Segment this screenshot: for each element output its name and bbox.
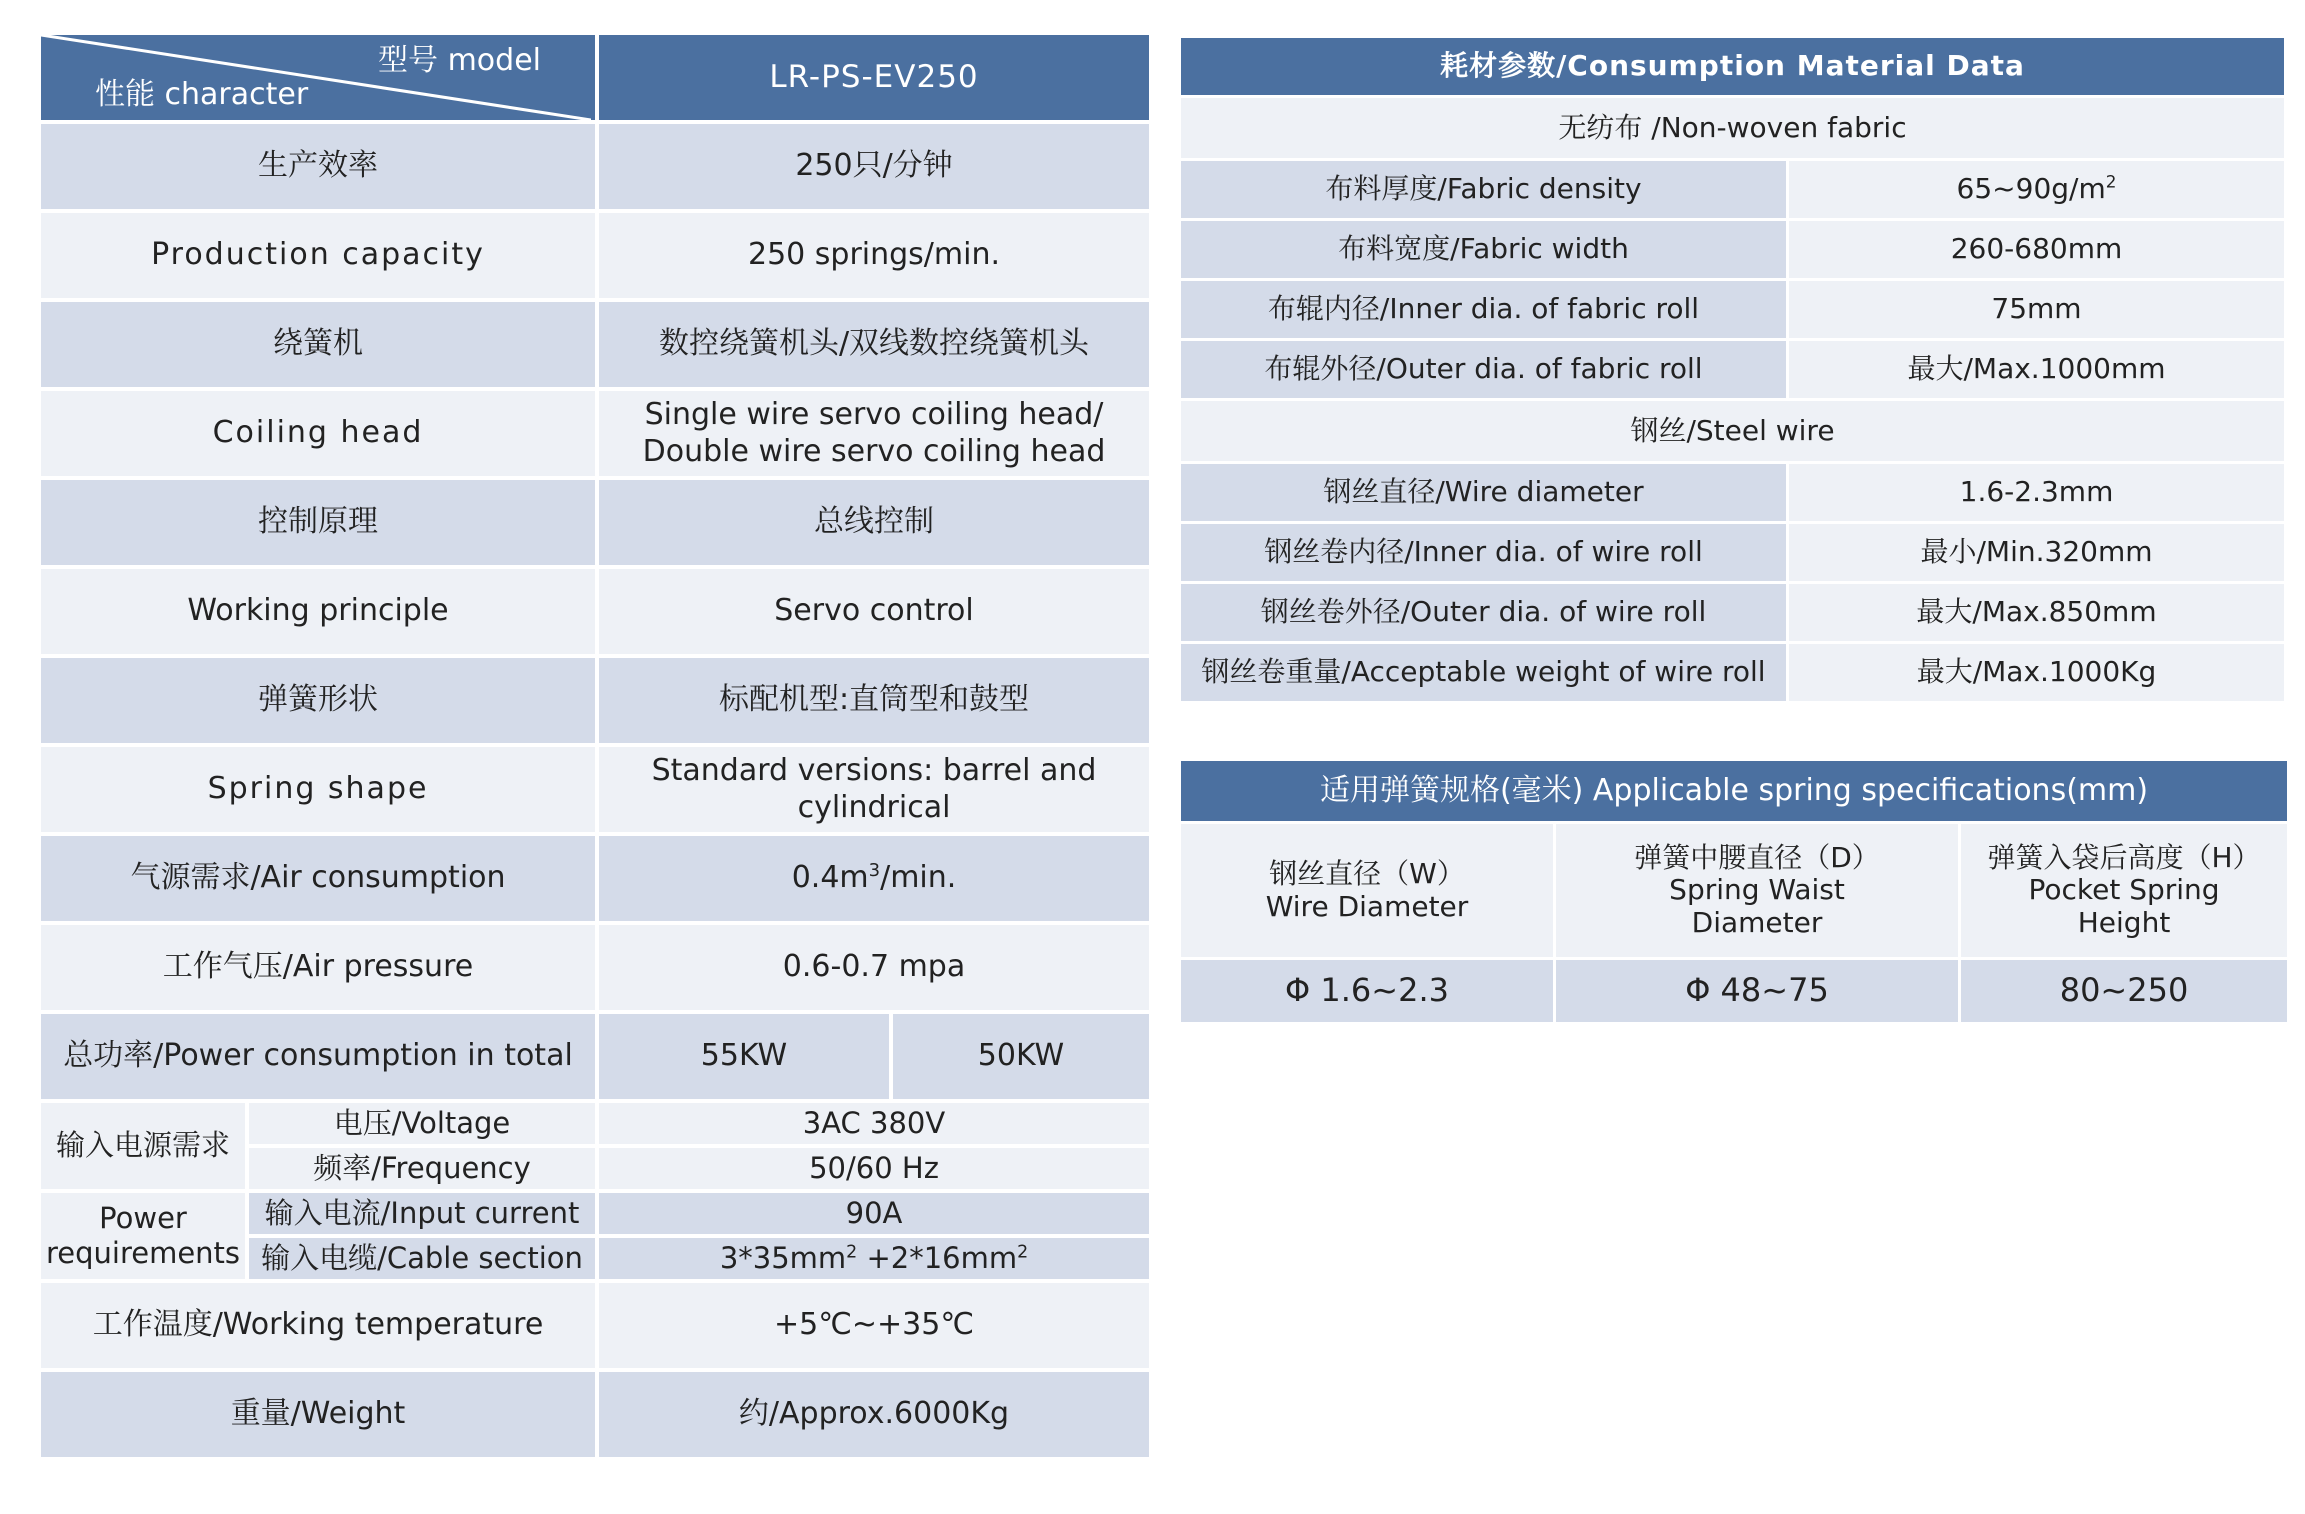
input-current-label: 输入电流/Input current <box>249 1193 595 1234</box>
model-label: 型号 model <box>378 43 541 78</box>
spec-value: Servo control <box>599 569 1149 654</box>
cable-section-value: $3*35mm^2 +2*16mm^2$ <box>599 1238 1149 1279</box>
consumption-value: 260-680mm <box>1789 221 2284 278</box>
consumption-label: 布辊内径/Inner dia. of fabric roll <box>1181 281 1786 338</box>
consumption-label: 钢丝直径/Wire diameter <box>1181 464 1786 521</box>
spec-label: Working principle <box>41 569 595 654</box>
consumption-value: 最大/Max.850mm <box>1789 584 2284 641</box>
power-total-value-2: 50KW <box>893 1014 1149 1099</box>
consumption-table <box>1178 35 2287 704</box>
consumption-label: 布料厚度/Fabric density <box>1181 161 1786 218</box>
power-total-value-1: 55KW <box>599 1014 889 1099</box>
spec-label: 弹簧形状 <box>41 658 595 743</box>
consumption-value: 最小/Min.320mm <box>1789 524 2284 581</box>
spec-value: 数控绕簧机头/双线数控绕簧机头 <box>599 302 1149 387</box>
consumption-label: 布辊外径/Outer dia. of fabric roll <box>1181 341 1786 398</box>
air-pressure-label: 工作气压/Air pressure <box>41 925 595 1010</box>
spec-label: Production capacity <box>41 213 595 298</box>
power-group-label-cn: 输入电源需求 <box>41 1103 245 1189</box>
consumption-value: $65\sim 90g/m^2$ <box>1789 161 2284 218</box>
consumption-value: 1.6-2.3mm <box>1789 464 2284 521</box>
consumption-label: 钢丝卷重量/Acceptable weight of wire roll <box>1181 644 1786 701</box>
consumption-value: 最大/Max.1000mm <box>1789 341 2284 398</box>
spec-label: 控制原理 <box>41 480 595 565</box>
spec-value: 250 springs/min. <box>599 213 1149 298</box>
consumption-label: 布料宽度/Fabric width <box>1181 221 1786 278</box>
model-header-cell <box>41 35 595 120</box>
cable-section-label: 输入电缆/Cable section <box>249 1238 595 1279</box>
character-label: 性能 character <box>95 77 309 113</box>
power-group-label-en: Power requirements <box>41 1193 245 1279</box>
consumption-label: 钢丝卷外径/Outer dia. of wire roll <box>1181 584 1786 641</box>
spec-label: 绕簧机 <box>41 302 595 387</box>
spring-value-pocket-height: 80~250 <box>1961 960 2287 1022</box>
working-temperature-label: 工作温度/Working temperature <box>41 1283 595 1368</box>
spring-value-waist-diameter: Φ 48~75 <box>1556 960 1958 1022</box>
consumption-value: 75mm <box>1789 281 2284 338</box>
consumption-title: 耗材参数/Consumption Material Data <box>1181 38 2284 95</box>
spec-table <box>37 31 1153 1461</box>
consumption-value: 最大/Max.1000Kg <box>1789 644 2284 701</box>
frequency-value: 50/60 Hz <box>599 1148 1149 1189</box>
working-temperature-value: +5℃~+35℃ <box>599 1283 1149 1368</box>
spring-column-header-waist-diameter: 弹簧中腰直径（D） Spring Waist Diameter <box>1556 824 1958 957</box>
spec-label: 生产效率 <box>41 124 595 209</box>
spec-label: Coiling head <box>41 391 595 476</box>
air-pressure-value: 0.6-0.7 mpa <box>599 925 1149 1010</box>
spec-value: 总线控制 <box>599 480 1149 565</box>
nonwoven-section-heading: 无纺布 /Non-woven fabric <box>1181 98 2284 158</box>
voltage-label: 电压/Voltage <box>249 1103 595 1144</box>
input-current-value: 90A <box>599 1193 1149 1234</box>
spec-value: 标配机型:直筒型和鼓型 <box>599 658 1149 743</box>
air-consumption-value: $0.4m^3/\min$. <box>599 836 1149 921</box>
air-consumption-label: 气源需求/Air consumption <box>41 836 595 921</box>
frequency-label: 频率/Frequency <box>249 1148 595 1189</box>
weight-value: 约/Approx.6000Kg <box>599 1372 1149 1457</box>
power-total-label: 总功率/Power consumption in total <box>41 1014 595 1099</box>
spring-spec-title: 适用弹簧规格(毫米) Applicable spring specifications(mm) <box>1181 761 2287 821</box>
steel-section-heading: 钢丝/Steel wire <box>1181 401 2284 461</box>
weight-label: 重量/Weight <box>41 1372 595 1457</box>
spec-value: Standard versions: barrel and cylindrical <box>599 747 1149 832</box>
spring-column-header-pocket-height: 弹簧入袋后高度（H） Pocket Spring Height <box>1961 824 2287 957</box>
spec-value: Single wire servo coiling head/ Double wire servo coiling head <box>599 391 1149 476</box>
spring-spec-table <box>1178 758 2290 1025</box>
spring-value-wire-diameter: Φ 1.6~2.3 <box>1181 960 1553 1022</box>
spec-value: 250只/分钟 <box>599 124 1149 209</box>
spec-label: Spring shape <box>41 747 595 832</box>
spring-column-header-wire-diameter: 钢丝直径（W） Wire Diameter <box>1181 824 1553 957</box>
model-value: LR-PS-EV250 <box>599 35 1149 120</box>
consumption-label: 钢丝卷内径/Inner dia. of wire roll <box>1181 524 1786 581</box>
voltage-value: 3AC 380V <box>599 1103 1149 1144</box>
